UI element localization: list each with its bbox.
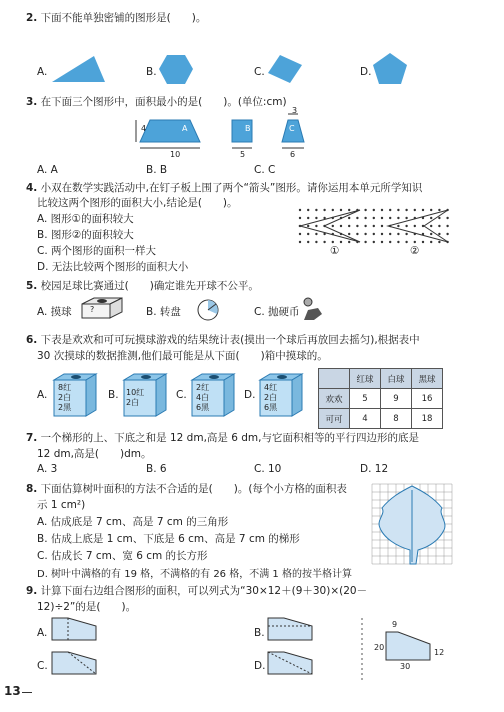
q3-top-c: 3 xyxy=(292,106,298,115)
peg-dot xyxy=(373,241,375,243)
q6-option-b[interactable]: B. xyxy=(108,389,119,401)
q2-quadrilateral-shape xyxy=(266,53,306,85)
peg-dot xyxy=(405,233,407,235)
table-cell: 18 xyxy=(412,409,443,429)
q5-ball-box-icon xyxy=(80,296,124,320)
q3-label-a: A xyxy=(182,124,188,133)
q9-option-a[interactable]: A. xyxy=(37,627,48,639)
peg-dot xyxy=(307,241,309,243)
peg-dot xyxy=(364,225,366,227)
table-row xyxy=(319,409,443,429)
q3-base-c: 6 xyxy=(290,150,296,159)
q2-option-a[interactable]: A. xyxy=(37,66,48,78)
q8-option-c[interactable]: C. 估成长 7 cm、宽 6 cm 的长方形 xyxy=(37,550,208,562)
peg-dot xyxy=(422,209,424,211)
q5-option-a[interactable]: A. 摸球 xyxy=(37,306,72,318)
table-cell: 8 xyxy=(381,409,412,429)
peg-dot xyxy=(397,241,399,243)
peg-dot xyxy=(438,209,440,211)
q6-box-a-contents xyxy=(58,383,71,413)
peg-dot xyxy=(405,225,407,227)
peg-dot xyxy=(389,209,391,211)
q7-option-c[interactable]: C. 10 xyxy=(254,463,282,475)
q9-option-d-figure xyxy=(266,650,316,676)
q7-option-b[interactable]: B. 6 xyxy=(146,463,167,475)
q4-number: 4. xyxy=(26,182,38,194)
table-header-cell: 黑球 xyxy=(412,369,443,389)
q9-option-a-figure xyxy=(50,616,100,642)
peg-dot xyxy=(381,233,383,235)
peg-dot xyxy=(373,209,375,211)
q4-text-1: 小双在数学实践活动中,在钉子板上围了两个“箭头”图形。请你运用本单元所学知识 xyxy=(40,182,423,194)
q6-box-a-line: 2白 xyxy=(58,393,72,402)
q2-number: 2. xyxy=(26,12,38,24)
peg-dot xyxy=(315,241,317,243)
q9-fig-top-label: 9 xyxy=(392,620,398,629)
peg-dot xyxy=(381,217,383,219)
peg-dot xyxy=(356,233,358,235)
q8-stem-line1 xyxy=(26,481,347,496)
q2-triangle-shape xyxy=(50,52,110,84)
page-number-rule xyxy=(22,692,32,693)
peg-dot xyxy=(332,209,334,211)
q9-stem-line1 xyxy=(26,583,367,598)
q7-text-1: 一个梯形的上、下底之和是 12 dm,高是 6 dm,与它面积相等的平行四边形的底是 xyxy=(40,432,419,444)
q5-spinner-icon xyxy=(196,298,220,322)
q8-stem-line2: 示 1 cm²) xyxy=(37,499,86,511)
peg-dot xyxy=(299,209,301,211)
peg-dot xyxy=(332,241,334,243)
peg-dot xyxy=(348,209,350,211)
q5-box-mark: ? xyxy=(90,305,95,314)
q7-option-d[interactable]: D. 12 xyxy=(360,463,389,475)
peg-dot xyxy=(414,209,416,211)
q2-option-d[interactable]: D. xyxy=(360,66,372,78)
q9-option-c[interactable]: C. xyxy=(37,660,48,672)
peg-dot xyxy=(397,209,399,211)
peg-dot xyxy=(446,233,448,235)
q3-height-label: 4 xyxy=(141,124,147,133)
q6-box-b-contents xyxy=(126,388,144,408)
q9-divider xyxy=(360,618,364,682)
table-row xyxy=(319,389,443,409)
q6-box-b-line: 10红 xyxy=(126,388,145,397)
q8-leaf-grid-figure xyxy=(372,484,454,568)
table-cell: 5 xyxy=(350,389,381,409)
q9-fig-right-label: 12 xyxy=(434,648,445,657)
peg-dot xyxy=(373,233,375,235)
q6-number: 6. xyxy=(26,334,38,346)
peg-dot xyxy=(315,217,317,219)
table-cell: 16 xyxy=(412,389,443,409)
q6-box-d-contents xyxy=(264,383,277,413)
peg-dot xyxy=(299,241,301,243)
peg-dot xyxy=(356,225,358,227)
peg-dot xyxy=(414,225,416,227)
peg-dot xyxy=(364,233,366,235)
peg-dot xyxy=(389,233,391,235)
q7-option-a[interactable]: A. 3 xyxy=(37,463,58,475)
peg-dot xyxy=(332,225,334,227)
table-header-row xyxy=(319,369,443,389)
peg-dot xyxy=(430,233,432,235)
q9-text-1: 计算下面右边组合图形的面积，可以列式为“30×12＋(9＋30)×(20－ xyxy=(40,585,368,597)
q6-box-a-line: 2黑 xyxy=(58,403,72,412)
q5-coin-hand-icon xyxy=(300,296,324,322)
peg-dot xyxy=(348,233,350,235)
q3-label-c: C xyxy=(289,124,295,133)
q4-option-a[interactable]: A. 图形①的面积较大 xyxy=(37,213,134,225)
q2-option-c[interactable]: C. xyxy=(254,66,265,78)
peg-dot xyxy=(397,217,399,219)
peg-dot xyxy=(397,225,399,227)
peg-dot xyxy=(340,225,342,227)
q7-number: 7. xyxy=(26,432,38,444)
peg-dot xyxy=(299,233,301,235)
peg-dot xyxy=(389,241,391,243)
q6-option-a[interactable]: A. xyxy=(37,389,48,401)
q9-reference-figure xyxy=(384,630,432,662)
q9-fig-bottom-label: 30 xyxy=(400,662,411,671)
peg-dot xyxy=(364,217,366,219)
q5-option-c[interactable]: C. 抛硬币 xyxy=(254,306,300,318)
peg-dot xyxy=(381,225,383,227)
q4-option-b[interactable]: B. 图形②的面积较大 xyxy=(37,229,134,241)
peg-dot xyxy=(430,217,432,219)
q5-option-b[interactable]: B. 转盘 xyxy=(146,306,181,318)
peg-dot xyxy=(446,217,448,219)
q5-stem xyxy=(26,278,259,293)
q6-option-c[interactable]: C. xyxy=(176,389,187,401)
q3-text: 在下面三个图形中，面积最小的是( )。(单位:cm) xyxy=(40,96,287,108)
q6-box-d-line: 6黑 xyxy=(264,403,278,412)
q6-box-c-line: 2红 xyxy=(196,383,210,392)
page-number: 13 xyxy=(4,684,21,698)
peg-dot xyxy=(430,225,432,227)
q6-stem-line1 xyxy=(26,332,420,347)
q4-option-d[interactable]: D. 无法比较两个图形的面积大小 xyxy=(37,261,189,273)
peg-dot xyxy=(397,233,399,235)
table-header-cell xyxy=(319,369,350,389)
q9-option-b[interactable]: B. xyxy=(254,627,265,639)
q4-stem-line2: 比较这两个图形的面积大小,结论是( )。 xyxy=(37,197,238,209)
peg-dot xyxy=(299,217,301,219)
q2-pentagon-shape xyxy=(372,52,408,86)
peg-dot xyxy=(323,241,325,243)
peg-dot xyxy=(405,217,407,219)
q4-figure-label-2: ② xyxy=(410,245,420,257)
q3-option-b[interactable]: B. B xyxy=(146,164,168,176)
peg-dot xyxy=(348,217,350,219)
peg-dot xyxy=(422,241,424,243)
q5-number: 5. xyxy=(26,280,38,292)
peg-dot xyxy=(307,233,309,235)
q4-option-c[interactable]: C. 两个图形的面积一样大 xyxy=(37,245,157,257)
peg-dot xyxy=(348,225,350,227)
peg-dot xyxy=(414,241,416,243)
peg-dot xyxy=(315,209,317,211)
peg-dot xyxy=(323,209,325,211)
table-cell: 9 xyxy=(381,389,412,409)
table-cell: 欢欢 xyxy=(319,389,350,409)
q3-option-a[interactable]: A. A xyxy=(37,164,58,176)
table-header-cell: 红球 xyxy=(350,369,381,389)
q6-box-d-line: 2白 xyxy=(264,393,278,402)
peg-dot xyxy=(364,209,366,211)
q6-text-1: 下表是欢欢和可可玩摸球游戏的结果统计表(摸出一个球后再放回去摇匀),根据表中 xyxy=(40,334,420,346)
table-cell: 4 xyxy=(350,409,381,429)
q8-text-1: 下面估算树叶面积的方法不合适的是( )。(每个小方格的面积表 xyxy=(40,483,347,495)
q8-number: 8. xyxy=(26,483,38,495)
peg-dot xyxy=(381,241,383,243)
q6-box-a-line: 8红 xyxy=(58,383,72,392)
q2-option-b[interactable]: B. xyxy=(146,66,157,78)
q5-text: 校园足球比赛通过( )确定谁先开球不公平。 xyxy=(40,280,259,292)
peg-dot xyxy=(405,209,407,211)
peg-dot xyxy=(307,209,309,211)
q7-stem-line2: 12 dm,高是( )dm。 xyxy=(37,448,152,460)
q9-option-c-figure xyxy=(50,650,100,676)
q3-number: 3. xyxy=(26,96,38,108)
peg-dot xyxy=(348,241,350,243)
peg-dot xyxy=(340,241,342,243)
peg-dot xyxy=(373,217,375,219)
peg-dot xyxy=(389,217,391,219)
peg-dot xyxy=(315,225,317,227)
peg-dot xyxy=(438,225,440,227)
q8-option-a[interactable]: A. 估成底是 7 cm、高是 7 cm 的三角形 xyxy=(37,516,229,528)
q3-stem xyxy=(26,94,287,109)
q9-stem-line2: 12)÷2”的是( )。 xyxy=(37,601,137,613)
peg-dot xyxy=(356,217,358,219)
table-header-cell: 白球 xyxy=(381,369,412,389)
q2-hexagon-shape xyxy=(158,54,194,86)
q8-option-d[interactable]: D. 树叶中满格的有 19 格，不满格的有 26 格，不满 1 格的按半格计算 xyxy=(37,569,352,580)
q3-option-c[interactable]: C. C xyxy=(254,164,276,176)
peg-dot xyxy=(340,209,342,211)
q6-result-table xyxy=(318,368,443,429)
peg-dot xyxy=(381,209,383,211)
peg-dot xyxy=(438,233,440,235)
peg-dot xyxy=(307,225,309,227)
peg-dot xyxy=(405,241,407,243)
q8-option-b[interactable]: B. 估成上底是 1 cm、下底是 6 cm、高是 7 cm 的梯形 xyxy=(37,533,300,545)
q3-base-b: 5 xyxy=(240,150,246,159)
q4-stem-line1 xyxy=(26,180,422,195)
q3-base-a: 10 xyxy=(170,150,181,159)
q9-fig-left-label: 20 xyxy=(374,643,385,652)
q6-box-b-line: 2白 xyxy=(126,398,140,407)
q2-text: 下面不能单独密铺的图形是( )。 xyxy=(40,12,207,24)
q6-box-c-contents xyxy=(196,383,209,413)
peg-dot xyxy=(307,217,309,219)
peg-dot xyxy=(446,225,448,227)
q9-option-b-figure xyxy=(266,616,316,642)
q2-stem xyxy=(26,10,206,25)
q3-label-b: B xyxy=(245,124,251,133)
q4-figure-label-1: ① xyxy=(330,245,340,257)
peg-dot xyxy=(430,209,432,211)
q9-number: 9. xyxy=(26,585,38,597)
q6-box-d-line: 4红 xyxy=(264,383,278,392)
peg-dot xyxy=(438,217,440,219)
q7-stem-line1 xyxy=(26,430,419,445)
q4-pegboard-figure xyxy=(300,210,460,250)
peg-dot xyxy=(430,241,432,243)
q9-option-d[interactable]: D. xyxy=(254,660,266,672)
peg-dot xyxy=(373,225,375,227)
q6-stem-line2: 30 次摸球的数据推测,他们最可能是从下面( )箱中摸球的。 xyxy=(37,350,328,362)
table-cell: 可可 xyxy=(319,409,350,429)
peg-dot xyxy=(364,241,366,243)
peg-dot xyxy=(438,241,440,243)
q6-box-c-line: 6黑 xyxy=(196,403,210,412)
q6-box-c-line: 4白 xyxy=(196,393,210,402)
q6-option-d[interactable]: D. xyxy=(244,389,256,401)
peg-dot xyxy=(315,233,317,235)
